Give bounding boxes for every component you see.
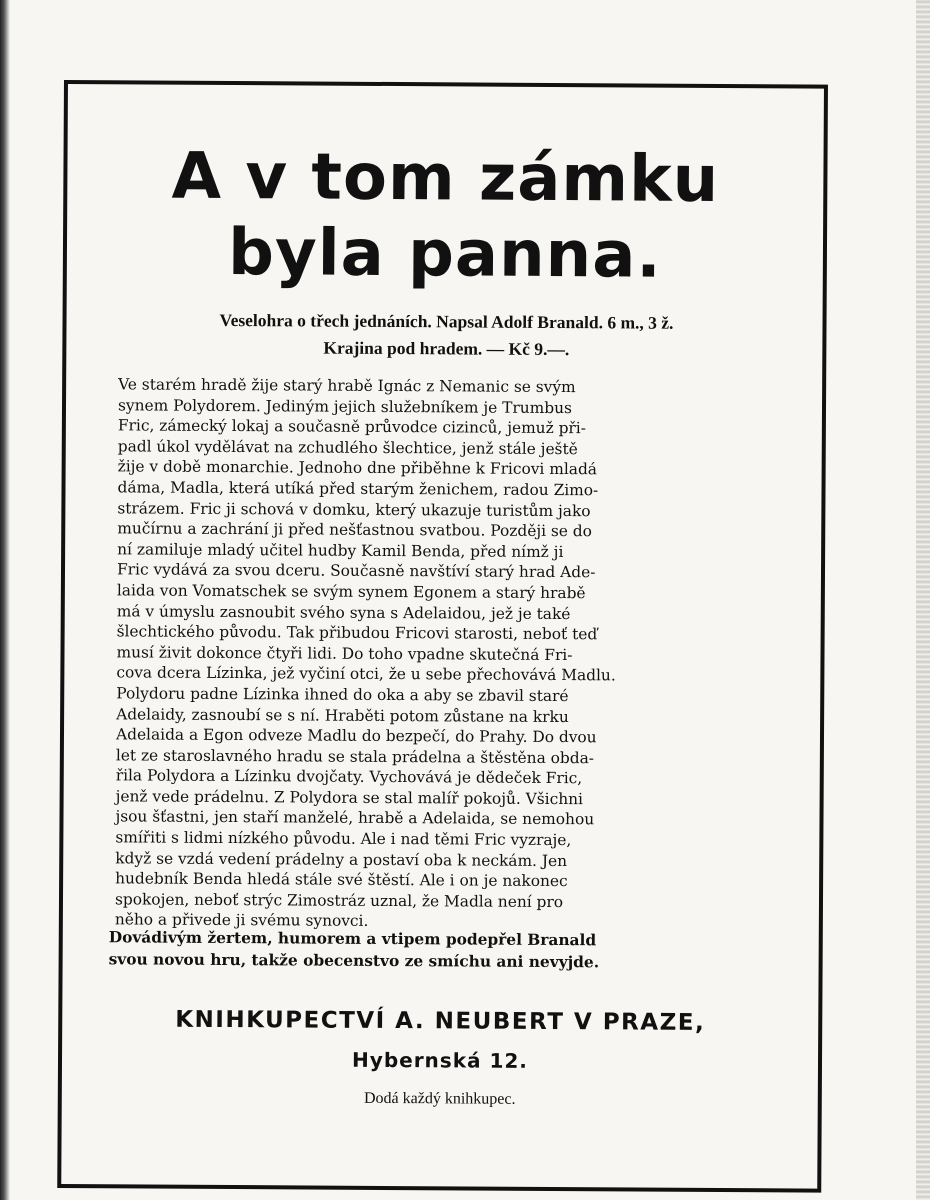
synopsis-line: Fric vydává za svou dceru. Současně navštíví starý hrad Ade- bbox=[116, 560, 596, 582]
page-edge-left bbox=[0, 0, 10, 1200]
synopsis-paragraph bbox=[115, 374, 758, 934]
synopsis-line: cova dcera Lízinka, jež vyčiní otci, že u sebe přechovává Madlu. bbox=[116, 663, 616, 685]
title-line-2: byla panna. bbox=[227, 216, 662, 293]
synopsis-line: řila Polydora a Lízinku dvojčaty. Vychovává je dědeček Fric, bbox=[115, 766, 583, 788]
synopsis-line: hudebník Benda hledá stále své štěstí. Ale i on je nakonec bbox=[115, 869, 568, 891]
synopsis-line: má v úmyslu zasnoubit svého syna s Adelaidou, jež je také bbox=[116, 601, 571, 623]
synopsis-line: mučírnu a zachrání ji před nešťastnou svatbou. Později se do bbox=[117, 519, 593, 541]
availability-note: Dodá každý knihkupec. bbox=[363, 1089, 516, 1108]
advertisement-frame bbox=[57, 80, 828, 1193]
synopsis-line: musí živit dokonce čtyři lidi. Do toho vpadne skutečná Fri- bbox=[116, 643, 573, 664]
synopsis-line: padl úkol vydělávat na zchudlého šlechtice, jenž stále ještě bbox=[117, 437, 578, 458]
closing-line-1: Dovádivým žertem, humorem a vtipem podepřel Branald bbox=[108, 928, 597, 950]
subtitle bbox=[106, 306, 786, 364]
publisher-name: KNIHKUPECTVÍ A. NEUBERT V PRAZE, bbox=[175, 1006, 706, 1036]
synopsis-line: laida von Vomatschek se svým synem Egonem a starý hrabě bbox=[116, 581, 586, 603]
synopsis-line: strázem. Fric ji schová v domku, který ukazuje turistům jako bbox=[117, 498, 591, 520]
closing-paragraph bbox=[109, 926, 749, 974]
synopsis-line: jsou šťastni, jen staří manželé, hrabě a Adelaida, se nemohou bbox=[115, 807, 595, 829]
closing-line-2: svou novou hru, takže obecenstvo ze smíchu ani nevyjde. bbox=[108, 950, 600, 972]
synopsis-line: synem Polydorem. Jediným jejich služebníkem je Trumbus bbox=[117, 395, 573, 417]
subtitle-line-2: Krajina pod hradem. — Kč 9.—. bbox=[323, 337, 570, 360]
synopsis-line: Adelaidy, zasnoubí se s ní. Hraběti potom zůstane na krku bbox=[116, 704, 569, 726]
title-line-1: A v tom zámku bbox=[171, 139, 720, 218]
synopsis-line: ní zamiluje mladý učitel hudby Kamil Benda, před nímž ji bbox=[117, 540, 564, 561]
synopsis-line: Polydoru padne Lízinka ihned do oka a aby se zbavil staré bbox=[116, 684, 569, 705]
page-edge-right bbox=[916, 0, 930, 1200]
publisher-address: Hybernská 12. bbox=[352, 1047, 529, 1073]
subtitle-line-1: Veselohra o třech jednáních. Napsal Adolf Branald. 6 m., 3 ž. bbox=[219, 309, 674, 333]
synopsis-line: Fric, zámecký lokaj a současně průvodce cizinců, jemuž při- bbox=[117, 416, 586, 438]
synopsis-line: spokojen, neboť strýc Zimostráz uznal, že Madla není pro bbox=[114, 890, 564, 911]
synopsis-line: něho a přivede ji svému synovci. bbox=[114, 910, 369, 931]
synopsis-line: smířiti s lidmi nízkého původu. Ale i nad těmi Fric vyzraje, bbox=[115, 828, 572, 850]
synopsis-line: když se vzdá vedení prádelny a postaví oba k neckám. Jen bbox=[115, 848, 568, 870]
synopsis-line: žije v době monarchie. Jednoho dne přiběhne k Fricovi mladá bbox=[117, 457, 598, 479]
synopsis-line: jenž vede prádelnu. Z Polydora se stal malíř pokojů. Všichni bbox=[115, 787, 584, 809]
synopsis-line: Ve starém hradě žije starý hrabě Ignác z Nemanic se svým bbox=[118, 375, 576, 397]
synopsis-line: Adelaida a Egon odveze Madlu do bezpečí, do Prahy. Do dvou bbox=[115, 725, 597, 747]
synopsis-line: dáma, Madla, která utíká před starým ženichem, radou Zimo- bbox=[117, 478, 599, 500]
synopsis-line: šlechtického původu. Tak přibudou Fricovi starosti, neboť teď bbox=[116, 622, 598, 644]
synopsis-line: let ze staroslavného hradu se stala prádelna a štěstěna obda- bbox=[115, 746, 595, 767]
